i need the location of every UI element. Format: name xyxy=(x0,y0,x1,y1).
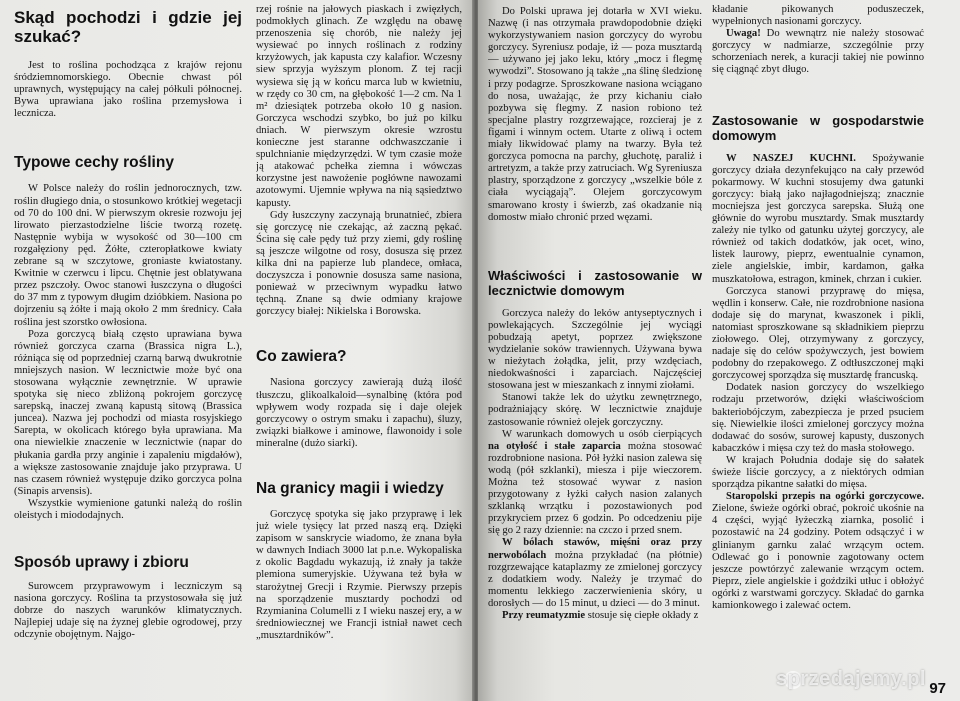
paragraph xyxy=(488,610,702,622)
heading-contents: Co zawiera? xyxy=(256,348,347,366)
heading-origin: Skąd pochodzi i gdzie jej szukać? xyxy=(14,8,242,46)
paragraph xyxy=(712,153,924,286)
text: można stosować rozdrobnione nasiona. Pół łyżki nasion zalewa się wodą (pół szklanki), miesza i pije wieczorem. Można też stosować wywar z nasion przygotowany z łyżki całych nasion zalanych szklanką wrzątku i pozostawionych pod przykryciem przez 6 godzin. Po odcedzeniu pije się go 2 razy dziennie: na czczo i przed snem. xyxy=(488,440,702,537)
emphasis: Przy reumatyzmie xyxy=(502,610,586,622)
text: można przykładać (na płótnie) rozgrzewające kataplazmy ze zmielonej gorczycy z dodatkiem wody. Należy je trzymać do momentu lekkiego zaczerwienienia skóry, u dorosłych — do 15 minut, u dzieci — do 3 minut. xyxy=(488,549,702,609)
paragraph xyxy=(712,28,924,76)
paragraph: Gdy łuszczyny zaczynają brunatnieć, zbiera się gorczycę nie czekając, aż zaczną pękać. Ścina się całe pędy tuż przy ziemi, gdy roślinę są jeszcze wilgotne od rosy, dosusza się przez kilka dni na papierze lub plandece, omłaca, doczyszcza i ponownie dosusza same nasiona, ponieważ w przeciwnym wypadku łatwo tęchną. Znane są dwie odmiany krajowe gorczycy białej: Nikielska i Borowska. xyxy=(256,209,462,318)
heading-properties: Właściwości i zastosowanie w lecznictwie domowym xyxy=(488,267,702,298)
paragraph: Dodatek nasion gorczycy do wszelkiego rodzaju przetworów, dzięki właściwościom bakteriobójczym, zabezpiecza je przed psuciem się. Niewielkie ilości zmielonej gorczycy można dodawać do sosów, surowej kapusty, duszonych kabaczków i mięsa czy też do masła stołowego. xyxy=(712,382,924,454)
paragraph xyxy=(488,537,702,610)
paragraph: Gorczyca stanowi przyprawę do mięsa, wędlin i konserw. Całe, nie rozdrobnione nasiona dodaje się do marynat, kwaszonek i pikli, natomiast sproszkowane są składnikiem pieprzu ziołowego. Olej, otrzymywany z gorczycy, nadaje się do celów spożywczych, jest bowiem podobny do rzepakowego. Z odtłuszczonej mąki gorczycowej sporządza się musztardę francuską. xyxy=(712,285,924,382)
paragraph: W krajach Południa dodaje się do sałatek świeże liście gorczycy, a z niektórych odmian sporządza pikantne sałatki do mięsa. xyxy=(712,454,924,491)
text: Zielone, świeże ogórki obrać, pokroić ukośnie na 4 części, wyjąć łyżeczką ziarnka, posolić i pozostawić na 24 godziny. Potem odsączyć i w glinianym garnku zalać wrzącym octem. Odlewać go i ponownie zagotowany octem jeszcze powtórzyć zalewanie wrzącym octem. Pieprz, ziele angielskie i goździki utłuc i obłożyć ogórki z warstwami gorczycy. Składać do garnka kamionkowego i zalewać octem. xyxy=(712,503,924,612)
paragraph: rzej rośnie na jałowych piaskach i zwięzłych, podmokłych glinach. Ze względu na obawę przenoszenia się chorób, nie należy jej wysiewać po innych roślinach z rodziny krzyżowych, jak kapusta czy kalafior. Wczesny siew sprzyja wyższym plonom. Z tej racji wysiewa się ją w końcu marca lub w kwietniu, w rzędy co 30 cm, na głębokość 1—2 cm. Na 1 m² dziesiątek potrzeba około 10 g nasion. Gorczyca wschodzi szybko, bo już po kilku dniach. W pierwszym okresie wzrostu konieczne jest staranne odchwaszczanie i spulchnianie międzyrzędzi. W tym czasie może ją atakować pchełka ziemna i wówczas korzystne jest nawożenie pogłówne nawozami azotowymi. Ujemnie wpływa na nią sąsiedztwo kapusty. xyxy=(256,4,462,209)
paragraph: Jest to roślina pochodząca z krajów rejonu śródziemnomorskiego. Obecnie chwast pól uprawnych, występujący na całej półkuli północnej. Bywa uprawiana jako roślina przemysłowa i lecznicza. xyxy=(14,60,242,120)
left-column-2 xyxy=(256,4,462,701)
text: stosuje się ciepłe okłady z xyxy=(585,610,699,622)
right-column-1 xyxy=(488,6,702,701)
paragraph: Wszystkie wymienione gatunki należą do roślin oleistych i miododajnych. xyxy=(14,497,242,521)
paragraph: Gorczyca należy do leków antyseptycznych i powlekających. Szczególnie jej wyciągi pobudzają apetyt, poprzez zwiększone wydzielanie soków trawiennych. Używana bywa w nieżytach żołądka, jelit, przy wzdęciach, niedokwaśności i zaparciach. Najczęściej stosowana jest w mieszankach z innymi ziołami. xyxy=(488,307,702,392)
heading-cultivation: Sposób uprawy i zbioru xyxy=(14,554,189,572)
paragraph xyxy=(712,491,924,612)
paragraph: kładanie pikowanych poduszeczek, wypełnionych nasionami gorczycy. xyxy=(712,4,924,28)
paragraph: W Polsce należy do roślin jednorocznych, tzw. roślin długiego dnia, o stosunkowo krótkiej wegetacji od 70 do 100 dni. W pierwszym okresie rozwoju jej lirowato pierzastodzielne liście tworzą rozetę. Następnie wybija w wysokość od 30—100 cm rozgałęziony pęd. Żółte, czteropłatkowe kwiaty zebrane są w szczytowe, groniaste kwiatostany. Kwitnie w czerwcu i lipcu. Chętnie jest oblatywana przez pszczoły. Owoc stanowi łuszczyna o długości do 37 mm z typowym długim dzióbkiem. Nasiona po dojrzeniu są żółte i mają około 2 mm średnicy. Cała roślina jest szorstko owłosiona. xyxy=(14,183,242,328)
emphasis: W NASZEJ KUCHNI. xyxy=(726,152,856,164)
paragraph xyxy=(488,429,702,538)
paragraph: Do Polski uprawa jej dotarła w XVI wieku. Nazwę (i nas otrzymała prawdopodobnie dzięki wykorzystywaniem nasion gorczycy do wyrobu gorczycy. Syreniusz podaje, iż — poza musztardą — używano jej jako leku, który „mocz i flegmę wywodzi”. Stosowano ją także „na ślinę śledzionę i przy podagrze. Sproszkowane nasiona wciągano do nosa, uważając, że przy kichaniu ciało pozbywa się flegmy. Z nasion robiono też specjalne plastry rozgrzewające, rozcieraj je z figami i winnym octem. Utarte z oliwą i octem miały likwidować plamy na twarzy. Była też gorczyca pomocna na parchy, głuchotę, paraliż i artretyzm, a także przy zatruciach. Wg Syreniusza plastry, sporządzone z gorczycy „wszelkie bóle z ciała wyciągają”. Olejem gorczycowym smarowano krosty i świerzb, zaś okadzanie nią domostw miało chronić przed węzami. xyxy=(488,6,702,223)
text: W warunkach domowych u osób cierpiących xyxy=(502,428,702,440)
emphasis: W bólach stawów, mięśni oraz przy nerwobólach xyxy=(488,537,702,561)
emphasis: Uwaga! xyxy=(726,28,761,40)
paragraph: Gorczycę spotyka się jako przyprawę i lek już wiele tysięcy lat przed naszą erą. Dzięki zapisom w sanskrycie wiadomo, że znana była w dawnych Indiach 3000 lat p.n.e. Wykopaliska z okolic Bagdadu wykazują, iż znały ja także plemiona sumeryjskie. Używana też była w starożytnej Grecji i Rzymie. Pierwszy przepis na sporządzenie musztardy pochodzi od Rzymianina Columelli z I wieku naszej ery, a w średniowiecznej we Francji istniał nawet cech „musztardników”. xyxy=(256,509,462,641)
right-column-2 xyxy=(712,4,924,701)
left-column-1 xyxy=(14,8,242,701)
heading-features: Typowe cechy rośliny xyxy=(14,154,174,172)
text: Spożywanie gorczycy działa dezynfekująco na cały przewód pokarmowy. W kuchni stosujemy dwa gatunki gorczycy: białą jako najłagodniejszą; znacznie mocniejsza jest gorczyca sarepska. Służą one głównie do wyrobu musztardy. Smak musztardy zależy nie tylko od gatunku użytej gorczycy, ale również od takich dodatków, jak ocet, wino, listek laurowy, pieprz, ewentualnie cynamon, ziele angielskie, imbir, kardamon, gałka muszkatołowa, estragon, kminek, chrzan i cukier. xyxy=(712,152,924,285)
right-page xyxy=(478,0,960,701)
heading-household: Zastosowanie w gospodarstwie domowym xyxy=(712,112,924,143)
left-page xyxy=(0,0,474,701)
heading-magic: Na granicy magii i wiedzy xyxy=(256,480,444,497)
paragraph: Nasiona gorczycy zawierają dużą ilość tłuszczu, glikoalkaloid—synalbinę (która pod wpływem wody rozpada się i daje olejek gorczycowy o ostrym smaku i zapachu), śluzy, związki białkowe i aminowe, flawonoidy i sole mineralne (dużo siarki). xyxy=(256,377,462,449)
text: Do wewnątrz nie należy stosować gorczycy w nadmiarze, szczególnie przy schorzeniach nerek, a kuracji takiej nie powinno się ciągnąć zbyt długo. xyxy=(712,28,924,76)
emphasis: na otyłość i stałe zaparcia xyxy=(488,440,621,452)
watermark: sprzedajemy.pl xyxy=(775,668,926,690)
paragraph: Stanowi także lek do użytku zewnętrznego, podrażniający skórę. W lecznictwie znajduje zastosowanie również olejek gorczyczny. xyxy=(488,392,702,428)
page-number: 97 xyxy=(929,680,946,697)
paragraph: Surowcem przyprawowym i leczniczym są nasiona gorczycy. Roślina ta przystosowała się już dobrze do naszych warunków klimatycznych. Najlepiej udaje się na żyznej glebie ogrodowej, przy odczynie obojętnym. Najgo- xyxy=(14,581,242,641)
paragraph: Poza gorczycą białą często uprawiana bywa również gorczyca czarna (Brassica nigra L.), różniąca się od poprzedniej czarną barwą dwukrotnie mniejszych nasion. W lecznictwie może być ona stosowana wyłącznie zewnętrznie. W uprawie spotyka się nieco zbliżoną pokrojem gorczycę sarepską, inaczej zwaną kapustą sitową (Brassica juncea). Nazwa jej pochodzi od miasta rosyjskiego Sarepta, w okolicach którego była uprawiana. Ma ona niewielkie znaczenie w lecznictwie (napar do płukania gardła przy anginie i zapaleniu migdałów), a większe zastosowanie znajduje jako przyprawa. U nas czasem również występuje dziko gorczyca polna (Sinapis arvensis). xyxy=(14,328,242,497)
emphasis: Staropolski przepis na ogórki gorczycowe. xyxy=(726,491,924,503)
